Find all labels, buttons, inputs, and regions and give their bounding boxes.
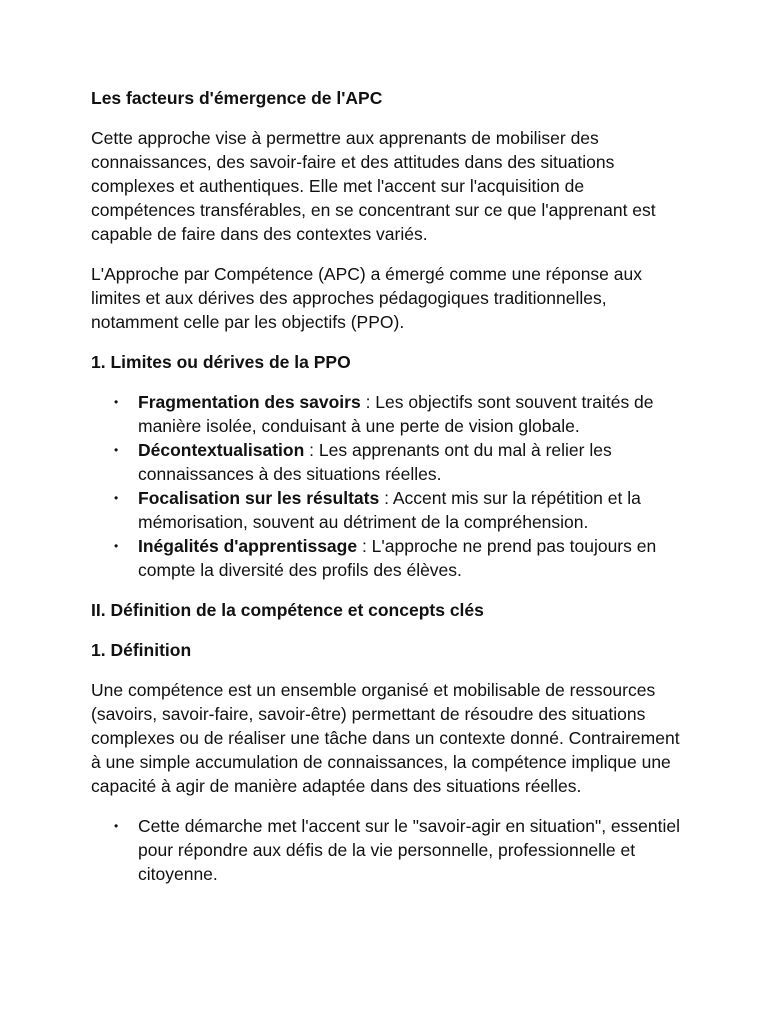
list-item-text: Cette démarche met l'accent sur le "savoir-agir en situation", essentiel pour répondre aux défis de la vie personnelle, professionnelle et citoyenne. xyxy=(138,816,680,884)
bullet-icon: • xyxy=(114,395,119,409)
list-item-text: : Les apprenants ont du mal à relier les connaissances à des situations réelles. xyxy=(138,440,612,484)
list-item-term: Inégalités d'apprentissage xyxy=(138,536,358,556)
bullet-icon: • xyxy=(114,491,119,505)
list-item-text: : L'approche ne prend pas toujours en compte la diversité des profils des élèves. xyxy=(138,536,657,580)
section-heading-limites: 1. Limites ou dérives de la PPO xyxy=(91,352,351,372)
limites-list xyxy=(91,390,691,582)
definition-list xyxy=(91,814,691,886)
document-title: Les facteurs d'émergence de l'APC xyxy=(91,88,383,108)
list-item xyxy=(114,486,691,534)
subheading-definition: 1. Définition xyxy=(91,640,192,660)
intro-paragraph-2: L'Approche par Compétence (APC) a émergé comme une réponse aux limites et aux dérives des approches pédagogiques traditionnelles, notamment celle par les objectifs (PPO). xyxy=(91,264,642,332)
list-item xyxy=(114,814,691,886)
bullet-icon: • xyxy=(114,443,119,457)
list-item-text: : Les objectifs sont souvent traités de manière isolée, conduisant à une perte de vision globale. xyxy=(138,392,654,436)
intro-paragraph-1: Cette approche vise à permettre aux apprenants de mobiliser des connaissances, des savoir-faire et des attitudes dans des situations complexes et authentiques. Elle met l'accent sur l'acquisition de compétences transférables, en se concentrant sur ce que l'apprenant est capable de faire dans des contextes variés. xyxy=(91,128,656,244)
list-item-term: Fragmentation des savoirs xyxy=(138,392,361,412)
list-item xyxy=(114,390,691,438)
bullet-icon: • xyxy=(114,819,119,833)
list-item xyxy=(114,438,691,486)
list-item-term: Focalisation sur les résultats xyxy=(138,488,380,508)
definition-paragraph: Une compétence est un ensemble organisé et mobilisable de ressources (savoirs, savoir-faire, savoir-être) permettant de résoudre des situations complexes ou de réaliser une tâche dans un contexte donné. Contrairement à une simple accumulation de connaissances, la compétence implique une capacité à agir de manière adaptée dans des situations réelles. xyxy=(91,680,680,796)
section-heading-definition-competence: II. Définition de la compétence et concepts clés xyxy=(91,600,484,620)
list-item xyxy=(114,534,691,582)
bullet-icon: • xyxy=(114,539,119,553)
list-item-text: : Accent mis sur la répétition et la mémorisation, souvent au détriment de la compréhension. xyxy=(138,488,641,532)
list-item-term: Décontextualisation xyxy=(138,440,305,460)
document-page xyxy=(91,86,691,902)
